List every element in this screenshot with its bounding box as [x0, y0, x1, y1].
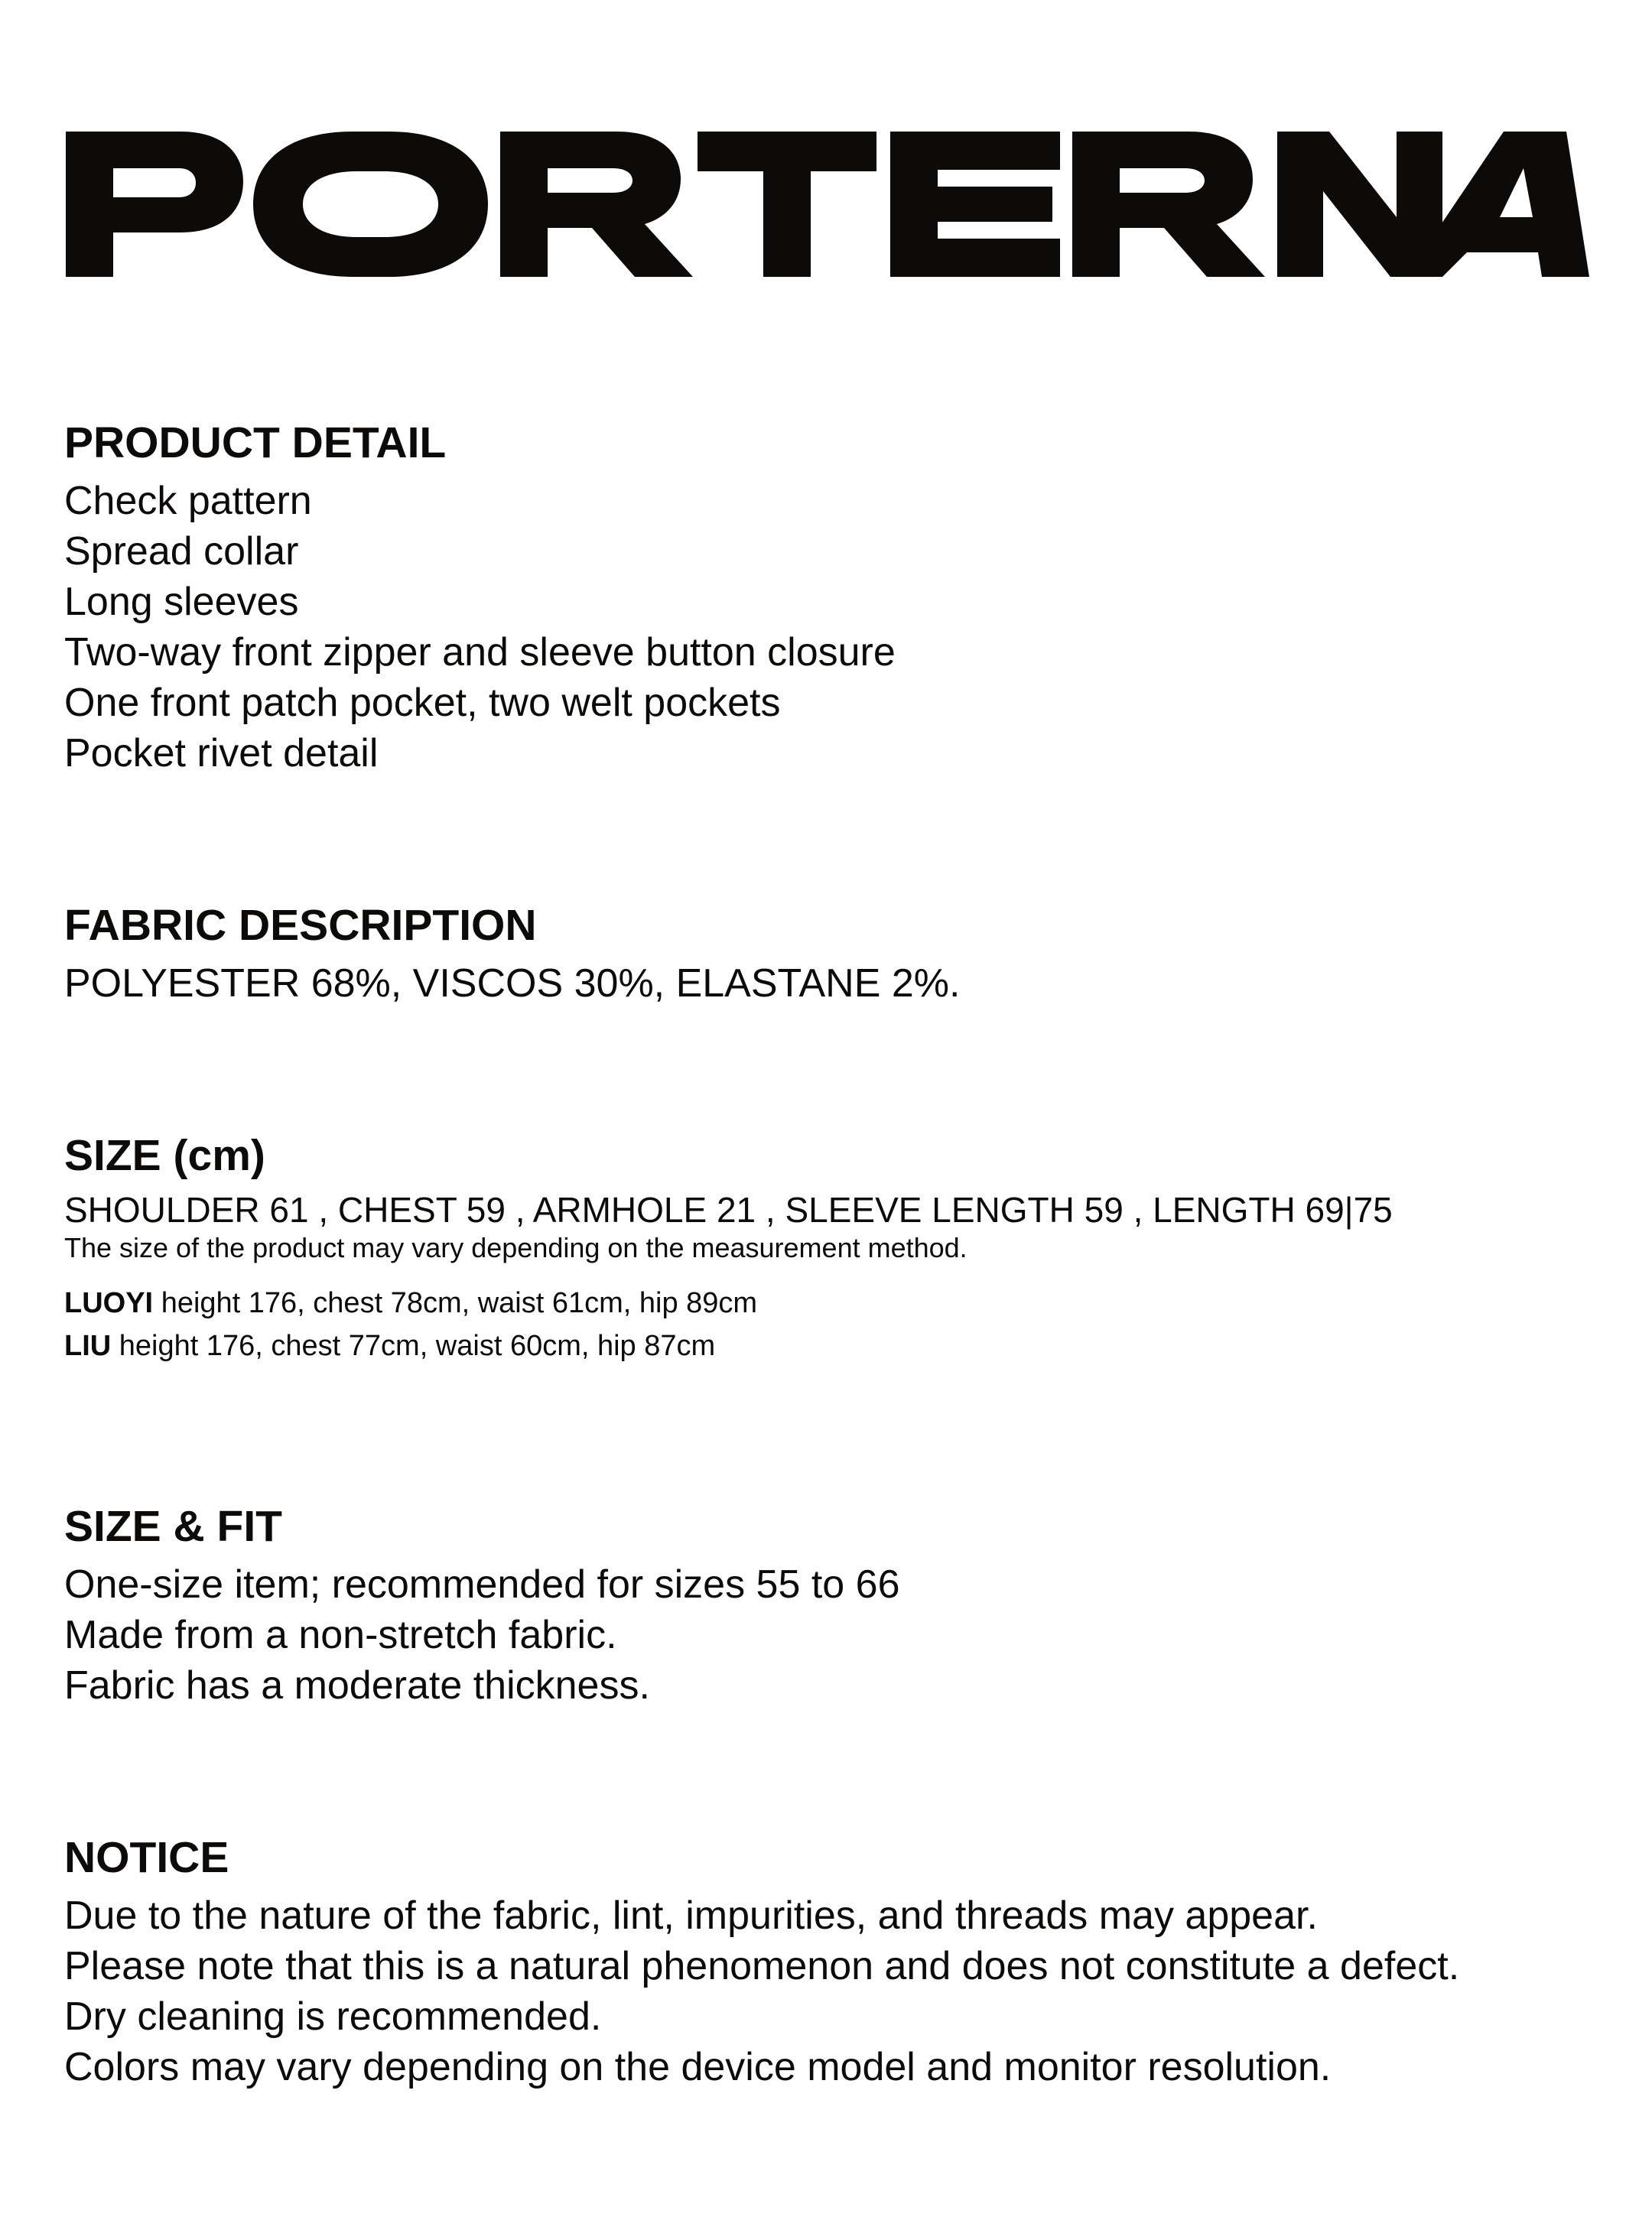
brand-logo	[66, 132, 1589, 277]
size-heading: SIZE (cm)	[64, 1131, 265, 1180]
size-fit-line: Made from a non-stretch fabric.	[64, 1613, 617, 1657]
product-detail-line: Check pattern	[64, 479, 312, 523]
product-detail-line: One front patch pocket, two welt pockets	[64, 681, 781, 725]
product-detail-section	[64, 418, 896, 779]
product-detail-line: Spread collar	[64, 529, 299, 574]
notice-line: Colors may vary depending on the device model and monitor resolution.	[64, 2045, 1332, 2089]
notice-line: Due to the nature of the fabric, lint, impurities, and threads may appear.	[64, 1894, 1318, 1938]
product-detail-line: Pocket rivet detail	[64, 731, 379, 775]
fabric-description-heading: FABRIC DESCRIPTION	[64, 901, 537, 950]
model-info	[64, 1325, 1393, 1367]
size-fit-line: One-size item; recommended for sizes 55 to 66	[64, 1562, 900, 1607]
product-detail-list	[64, 476, 896, 779]
model-info	[64, 1282, 1393, 1325]
model-name: LIU	[64, 1330, 112, 1362]
product-detail-heading: PRODUCT DETAIL	[64, 418, 447, 467]
product-detail-line: Long sleeves	[64, 580, 299, 624]
size-fit-line: Fabric has a moderate thickness.	[64, 1663, 650, 1708]
model-name: LUOYI	[64, 1287, 154, 1319]
notice-section	[64, 1832, 1459, 2092]
model-details: height 176, chest 78cm, waist 61cm, hip 89cm	[161, 1287, 758, 1319]
notice-line: Please note that this is a natural phenomenon and does not constitute a defect.	[64, 1944, 1460, 1988]
notice-heading: NOTICE	[64, 1833, 229, 1882]
size-note: The size of the product may vary depending on the measurement method.	[64, 1232, 967, 1263]
fabric-description-section	[64, 900, 960, 1009]
fabric-composition: POLYESTER 68%, VISCOS 30%, ELASTANE 2%.	[64, 961, 961, 1006]
model-details: height 176, chest 77cm, waist 60cm, hip 87cm	[119, 1330, 716, 1362]
size-fit-section	[64, 1501, 899, 1711]
size-section	[64, 1130, 1393, 1367]
size-fit-heading: SIZE & FIT	[64, 1502, 282, 1551]
size-measurements: SHOULDER 61 , CHEST 59 , ARMHOLE 21 , SLEEVE LENGTH 59 , LENGTH 69|75	[64, 1190, 1393, 1230]
notice-line: Dry cleaning is recommended.	[64, 1994, 602, 2039]
product-detail-line: Two-way front zipper and sleeve button closure	[64, 630, 896, 675]
